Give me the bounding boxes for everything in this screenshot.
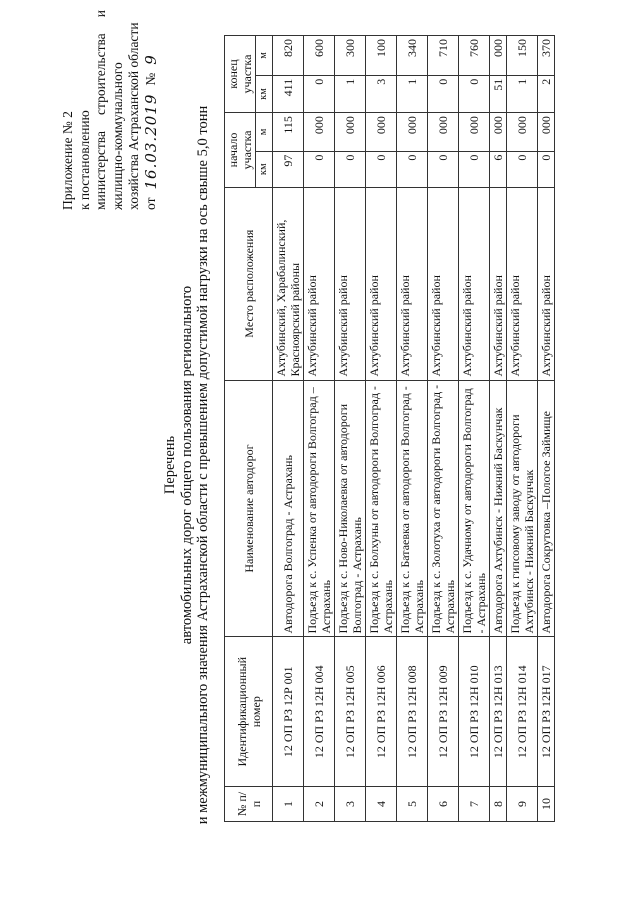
cell-end-m: 820	[273, 36, 304, 76]
cell-location: Ахтубинский район	[397, 187, 428, 380]
table-row	[538, 36, 555, 822]
header-end-km: км	[256, 75, 273, 112]
cell-end-km: 51	[490, 75, 507, 112]
handwritten-number: 9	[141, 54, 160, 65]
cell-num: 10	[538, 786, 555, 821]
appendix-line-1: Приложение № 2	[60, 111, 75, 210]
cell-end-km: 0	[304, 75, 335, 112]
cell-start-m: 000	[428, 113, 459, 152]
cell-start-m: 000	[304, 113, 335, 152]
cell-end-m: 760	[459, 36, 490, 76]
appendix-word-construction: строительства	[93, 33, 108, 115]
header-num: № п/п	[225, 786, 273, 821]
appendix-word-and: и	[93, 10, 108, 18]
cell-start-m: 000	[335, 113, 366, 152]
cell-location: Ахтубинский район	[304, 187, 335, 380]
cell-start-km: 0	[428, 151, 459, 187]
header-end: конец участка	[225, 36, 256, 113]
header-start-km: км	[256, 151, 273, 187]
number-prefix: №	[142, 72, 158, 86]
cell-end-m: 300	[335, 36, 366, 76]
appendix-line-5: хозяйства Астраханской области	[126, 22, 141, 210]
table-header-row	[225, 36, 256, 822]
cell-end-m: 340	[397, 36, 428, 76]
table-row	[459, 36, 490, 822]
cell-start-km: 6	[490, 151, 507, 187]
cell-start-m: 115	[273, 113, 304, 152]
cell-location: Ахтубинский район	[366, 187, 397, 380]
cell-end-km: 3	[366, 75, 397, 112]
cell-end-km: 2	[538, 75, 555, 112]
cell-id: 12 ОП РЗ 12Н 017	[538, 637, 555, 786]
table-row	[490, 36, 507, 822]
cell-num: 7	[459, 786, 490, 821]
appendix-date-line	[143, 10, 160, 210]
cell-num: 8	[490, 786, 507, 821]
cell-start-m: 000	[397, 113, 428, 152]
cell-end-km: 411	[273, 75, 304, 112]
roads-table	[224, 35, 555, 822]
table-row	[428, 36, 459, 822]
table-row	[304, 36, 335, 822]
cell-name: Подъезд к с. Батаевка от автодороги Волгоград - Астрахань	[397, 380, 428, 637]
title-line-2: автомобильных дорог общего пользования регионального	[178, 285, 195, 645]
cell-end-m: 100	[366, 36, 397, 76]
cell-location: Ахтубинский, Харабалинский, Красноярский районы	[273, 187, 304, 380]
cell-id: 12 ОП РЗ 12Н 004	[304, 637, 335, 786]
cell-num: 3	[335, 786, 366, 821]
appendix-line-2: к постановлению	[76, 110, 92, 210]
cell-name: Подъезд к гипсовому заводу от автодороги Ахтубинск - Нижний Баскунчак	[507, 380, 538, 637]
cell-end-m: 600	[304, 36, 335, 76]
header-id: Идентификационный номер	[225, 637, 273, 786]
cell-end-km: 1	[507, 75, 538, 112]
cell-start-km: 0	[397, 151, 428, 187]
cell-end-m: 710	[428, 36, 459, 76]
cell-location: Ахтубинский район	[459, 187, 490, 380]
cell-num: 4	[366, 786, 397, 821]
cell-end-km: 1	[397, 75, 428, 112]
cell-num: 9	[507, 786, 538, 821]
cell-start-m: 000	[507, 113, 538, 152]
cell-start-km: 0	[304, 151, 335, 187]
header-name: Наименование автодорог	[225, 380, 273, 637]
cell-name: Автодорога Сокрутовка –Пологое Займище	[538, 380, 555, 637]
cell-num: 5	[397, 786, 428, 821]
header-end-m: м	[256, 36, 273, 76]
cell-name: Автодорога Ахтубинск - Нижний Баскунчак	[490, 380, 507, 637]
cell-id: 12 ОП РЗ 12Н 008	[397, 637, 428, 786]
cell-location: Ахтубинский район	[428, 187, 459, 380]
cell-num: 1	[273, 786, 304, 821]
cell-name: Подъезд к с. Успенка от автодороги Волгоград – Астрахань	[304, 380, 335, 637]
cell-name: Подъезд к с. Болхуны от автодороги Волгоград - Астрахань	[366, 380, 397, 637]
header-location: Место расположения	[225, 187, 273, 380]
table-row	[397, 36, 428, 822]
appendix-block	[60, 10, 159, 210]
cell-name: Автодорога Волгоград - Астрахань	[273, 380, 304, 637]
cell-start-km: 0	[335, 151, 366, 187]
table-row	[335, 36, 366, 822]
cell-id: 12 ОП РЗ 12Н 014	[507, 637, 538, 786]
header-start: начало участка	[225, 113, 256, 188]
appendix-line-3	[93, 10, 110, 210]
cell-location: Ахтубинский район	[507, 187, 538, 380]
document-title	[162, 85, 212, 845]
appendix-word-ministry: министерства	[93, 131, 108, 210]
cell-id: 12 ОП РЗ 12Н 006	[366, 637, 397, 786]
cell-location: Ахтубинский район	[335, 187, 366, 380]
cell-start-km: 0	[538, 151, 555, 187]
cell-end-m: 370	[538, 36, 555, 76]
date-prefix: от	[142, 197, 158, 210]
cell-end-km: 0	[459, 75, 490, 112]
cell-name: Подъезд к с. Удачному от автодороги Волгоград - Астрахань	[459, 380, 490, 637]
header-start-m: м	[256, 113, 273, 152]
cell-num: 6	[428, 786, 459, 821]
cell-start-m: 000	[459, 113, 490, 152]
cell-location: Ахтубинский район	[538, 187, 555, 380]
cell-id: 12 ОП РЗ 12Н 013	[490, 637, 507, 786]
table-row	[507, 36, 538, 822]
table-row	[366, 36, 397, 822]
cell-id: 12 ОП РЗ 12Н 010	[459, 637, 490, 786]
table-row	[273, 36, 304, 822]
cell-start-km: 0	[507, 151, 538, 187]
cell-start-m: 000	[538, 113, 555, 152]
cell-name: Подъезд к с. Ново-Николаевка от автодороги Волгоград - Астрахань	[335, 380, 366, 637]
cell-id: 12 ОП РЗ 12Н 005	[335, 637, 366, 786]
cell-id: 12 ОП РЗ 12Р 001	[273, 637, 304, 786]
title-line-1: Перечень	[162, 435, 178, 495]
cell-start-km: 0	[459, 151, 490, 187]
cell-num: 2	[304, 786, 335, 821]
cell-location: Ахтубинский район	[490, 187, 507, 380]
cell-start-m: 000	[490, 113, 507, 152]
cell-name: Подъезд к с. Золотуха от автодороги Волгоград - Астрахань	[428, 380, 459, 637]
cell-id: 12 ОП РЗ 12Н 009	[428, 637, 459, 786]
cell-end-m: 000	[490, 36, 507, 76]
title-line-3: и межмуниципального значения Астраханской области с превышением допустимой нагрузки на ось свыше 5,0 тонн	[195, 105, 211, 825]
appendix-line-4: жилищно-коммунального	[109, 62, 125, 210]
cell-start-km: 0	[366, 151, 397, 187]
cell-end-km: 1	[335, 75, 366, 112]
handwritten-date: 16.03.2019	[141, 93, 160, 190]
cell-start-km: 97	[273, 151, 304, 187]
cell-end-km: 0	[428, 75, 459, 112]
cell-start-m: 000	[366, 113, 397, 152]
cell-end-m: 150	[507, 36, 538, 76]
